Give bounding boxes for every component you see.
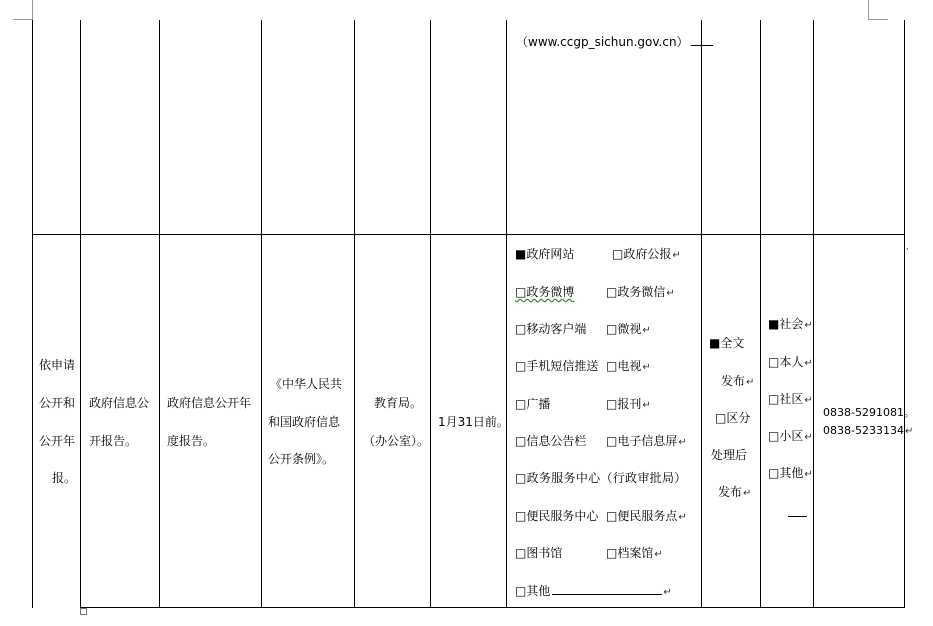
crop-mark-top-right-h [868, 19, 888, 20]
target-line-1: ■社会↵ [768, 317, 813, 331]
channel-left-10: □其他 ↵ [515, 584, 672, 598]
category-line-4: 报。 [52, 471, 77, 485]
content-line-2: 度报告。 [167, 434, 216, 448]
channel-right-8: □便民服务点↵ [606, 509, 687, 523]
basis-line-1: 《中华人民共 [270, 377, 343, 391]
scope-line-4: 处理后 [711, 448, 748, 462]
crop-mark-top-left-h [13, 19, 33, 20]
row-end-mark: , [906, 242, 909, 252]
table-col-line [813, 20, 814, 608]
channel-right-2: □政务微信↵ [606, 285, 675, 299]
table-col-line [80, 20, 81, 608]
target-line-2: □本人↵ [768, 355, 813, 369]
table-border-left [32, 20, 33, 608]
channel-left-9: □图书馆 [515, 546, 563, 560]
table-col-line [430, 20, 431, 608]
channel-left-6: □信息公告栏 [515, 434, 587, 448]
crop-mark-top-right-v [868, 0, 869, 20]
item-line-2: 开报告。 [89, 434, 138, 448]
phone-line-1: 0838-5291081。 [823, 406, 915, 419]
target-line-4: □小区↵ [768, 429, 813, 443]
channel-right-9: □档案馆↵ [606, 546, 663, 560]
table-border-right [904, 20, 905, 608]
scope-line-1: ■全文 [709, 336, 745, 350]
url-text: （www.ccgp_sichun.gov.cn） [516, 34, 713, 49]
channel-left-3: □移动客户端 [515, 322, 587, 336]
table-col-line [760, 20, 761, 608]
channel-left-1: ■政府网站 [515, 247, 575, 261]
channel-right-6: □电子信息屏↵ [606, 434, 687, 448]
table-col-line [159, 20, 160, 608]
channel-left-5: □广播 [515, 397, 551, 411]
dept-line-1: 教育局。 [374, 396, 423, 410]
paragraph-anchor-icon [80, 608, 87, 615]
channel-row-7: □政务服务中心（行政审批局） [515, 471, 687, 485]
basis-line-3: 公开条例》。 [268, 452, 335, 466]
channel-right-5: □报刊↵ [606, 397, 651, 411]
table-col-line [701, 20, 702, 608]
table-border-bottom [80, 607, 905, 608]
phone-line-2: 0838-5233134↵ [823, 424, 914, 437]
target-other-underline [788, 516, 807, 517]
table-col-line [354, 20, 355, 608]
category-line-1: 依申请 [39, 358, 76, 372]
target-line-3: □社区↵ [768, 392, 813, 406]
channel-right-1: □政府公报↵ [612, 247, 681, 261]
category-line-3: 公开年 [39, 434, 76, 448]
channel-left-4: □手机短信推送 [515, 359, 599, 373]
scope-line-2: 发布↵ [721, 374, 755, 388]
target-line-5: □其他↵ [768, 466, 813, 480]
crop-mark-top-left-v [32, 0, 33, 20]
basis-line-2: 和国政府信息 [268, 415, 341, 429]
scope-line-5: 发布↵ [718, 485, 752, 499]
channel-left-8: □便民服务中心 [515, 509, 599, 523]
scope-line-3: □区分 [715, 411, 751, 425]
table-col-line [261, 20, 262, 608]
channel-left-2: □政务微博 [515, 285, 575, 299]
dept-line-2: （办公室）。 [363, 434, 430, 448]
publish-time: 1月31日前。 [438, 415, 509, 429]
category-line-2: 公开和 [39, 396, 76, 410]
channel-right-3: □微视↵ [606, 322, 651, 336]
table-row-divider [32, 234, 905, 235]
item-line-1: 政府信息公 [89, 396, 150, 410]
content-line-1: 政府信息公开年 [167, 396, 252, 410]
table-col-line [506, 20, 507, 608]
channel-right-4: □电视↵ [606, 359, 651, 373]
